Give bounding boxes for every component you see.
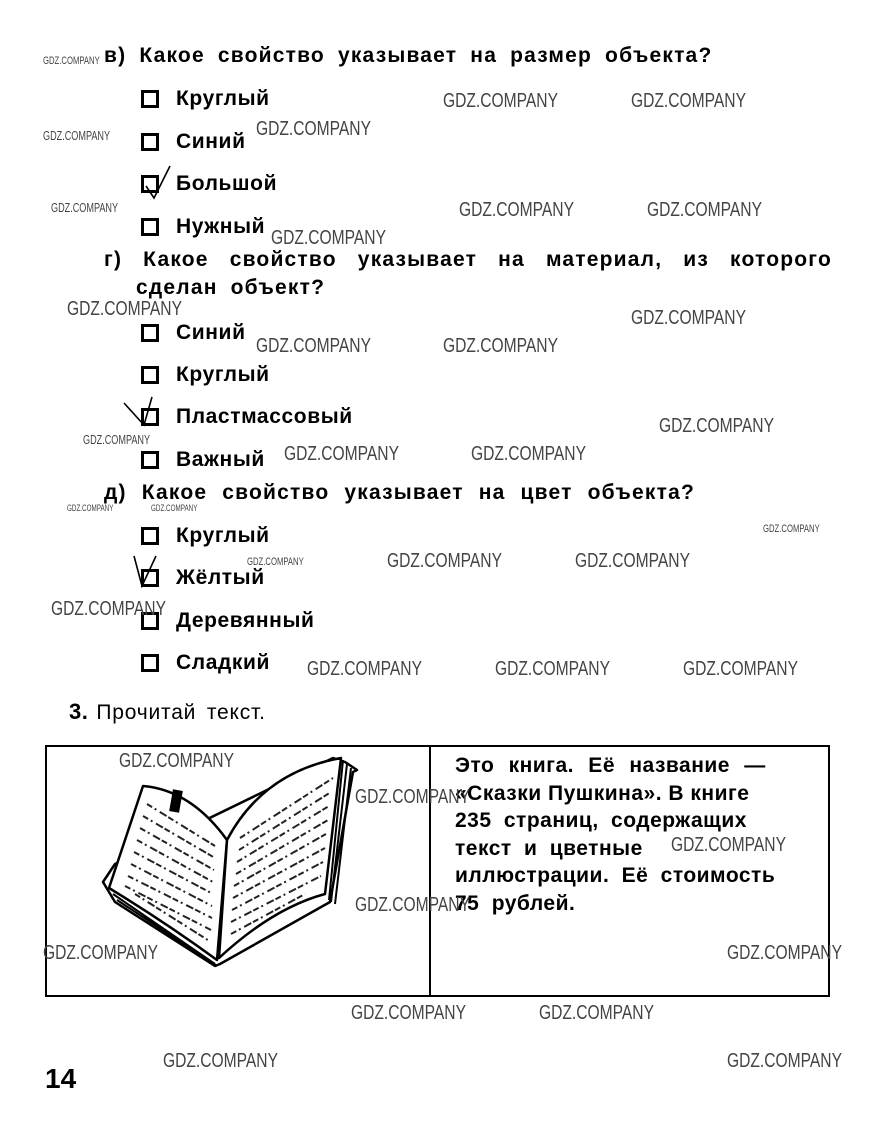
- watermark: GDZ.COMPANY: [355, 894, 470, 916]
- option-g-3[interactable]: [141, 405, 353, 429]
- watermark: GDZ.COMPANY: [727, 942, 842, 964]
- watermark: GDZ.COMPANY: [43, 942, 158, 964]
- watermark: GDZ.COMPANY: [247, 556, 304, 568]
- watermark: GDZ.COMPANY: [67, 503, 114, 513]
- watermark: GDZ.COMPANY: [67, 298, 182, 320]
- watermark: GDZ.COMPANY: [83, 432, 151, 447]
- checkbox-g-3[interactable]: [141, 408, 159, 426]
- task-3-heading: [69, 699, 266, 725]
- watermark: GDZ.COMPANY: [647, 199, 762, 221]
- option-label: Большой: [176, 172, 278, 195]
- watermark: GDZ.COMPANY: [256, 335, 371, 357]
- watermark: GDZ.COMPANY: [443, 335, 558, 357]
- checkbox-d-1[interactable]: [141, 527, 159, 545]
- question-g: [104, 248, 832, 300]
- book-text-line: 235 страниц, содержащих: [455, 809, 747, 832]
- watermark: GDZ.COMPANY: [51, 598, 166, 620]
- option-d-4[interactable]: [141, 651, 270, 675]
- checkbox-v-4[interactable]: [141, 218, 159, 236]
- watermark: GDZ.COMPANY: [256, 118, 371, 140]
- checkbox-g-2[interactable]: [141, 366, 159, 384]
- option-v-1[interactable]: [141, 87, 270, 111]
- watermark: GDZ.COMPANY: [763, 523, 820, 535]
- watermark: GDZ.COMPANY: [151, 503, 198, 513]
- watermark: GDZ.COMPANY: [539, 1002, 654, 1024]
- option-label: Нужный: [176, 215, 266, 238]
- watermark: GDZ.COMPANY: [43, 128, 111, 143]
- checkbox-v-2[interactable]: [141, 133, 159, 151]
- book-text-line: «Сказки Пушкина». В книге: [455, 781, 750, 805]
- checkbox-d-2[interactable]: [141, 569, 159, 587]
- page-number: 14: [45, 1063, 77, 1094]
- option-label: Жёлтый: [176, 566, 265, 589]
- option-label: Пластмассовый: [176, 405, 353, 428]
- watermark: GDZ.COMPANY: [683, 658, 798, 680]
- watermark: GDZ.COMPANY: [671, 834, 786, 856]
- watermark: GDZ.COMPANY: [575, 550, 690, 572]
- checkbox-v-1[interactable]: [141, 90, 159, 108]
- option-g-2[interactable]: [141, 363, 270, 387]
- question-g-line2: сделан объект?: [136, 276, 326, 299]
- question-v: [104, 44, 712, 68]
- watermark: GDZ.COMPANY: [659, 415, 774, 437]
- checkbox-v-3[interactable]: [141, 175, 159, 193]
- book-text-line: Это книга. Её название —: [455, 754, 766, 777]
- option-v-4[interactable]: [141, 215, 265, 239]
- checkbox-g-4[interactable]: [141, 451, 159, 469]
- option-label: Деревянный: [176, 609, 315, 632]
- frame-divider: [429, 745, 431, 997]
- question-v-label: в) Какое свойство указывает на размер объекта?: [104, 44, 713, 67]
- option-label: Круглый: [176, 524, 270, 547]
- checkmark-icon: [132, 552, 176, 596]
- watermark: GDZ.COMPANY: [351, 1002, 466, 1024]
- task-number: 3.: [69, 699, 89, 724]
- book-text-line: текст и цветные: [455, 836, 643, 860]
- question-g-line1: г) Какое свойство указывает на материал, из которого: [104, 248, 832, 271]
- watermark: GDZ.COMPANY: [271, 227, 386, 249]
- option-g-4[interactable]: [141, 448, 265, 472]
- watermark: GDZ.COMPANY: [443, 90, 558, 112]
- task-text: Прочитай текст.: [96, 701, 266, 724]
- watermark: GDZ.COMPANY: [163, 1050, 278, 1072]
- question-d: [104, 481, 695, 505]
- book-text-line: иллюстрации. Её стоимость: [455, 864, 776, 887]
- option-label: Круглый: [176, 363, 270, 386]
- option-label: Сладкий: [176, 651, 271, 674]
- option-v-3[interactable]: [141, 172, 277, 196]
- watermark: GDZ.COMPANY: [43, 55, 100, 67]
- watermark: GDZ.COMPANY: [631, 307, 746, 329]
- watermark: GDZ.COMPANY: [307, 658, 422, 680]
- watermark: GDZ.COMPANY: [119, 750, 234, 772]
- watermark: GDZ.COMPANY: [495, 658, 610, 680]
- watermark: GDZ.COMPANY: [727, 1050, 842, 1072]
- option-v-2[interactable]: [141, 130, 246, 154]
- option-d-3[interactable]: [141, 609, 315, 633]
- watermark: GDZ.COMPANY: [284, 443, 399, 465]
- watermark: GDZ.COMPANY: [51, 200, 119, 215]
- option-label: Важный: [176, 448, 265, 471]
- option-d-1[interactable]: [141, 524, 270, 548]
- book-text-line: 75 рублей.: [455, 891, 576, 915]
- option-g-1[interactable]: [141, 321, 246, 345]
- checkbox-d-4[interactable]: [141, 654, 159, 672]
- watermark: GDZ.COMPANY: [355, 786, 470, 808]
- watermark: GDZ.COMPANY: [471, 443, 586, 465]
- question-d-label: д) Какое свойство указывает на цвет объекта?: [104, 481, 695, 504]
- option-d-2[interactable]: [141, 566, 265, 590]
- watermark: GDZ.COMPANY: [459, 199, 574, 221]
- checkmark-icon: [134, 164, 178, 204]
- watermark: GDZ.COMPANY: [387, 550, 502, 572]
- option-label: Синий: [176, 321, 246, 344]
- watermark: GDZ.COMPANY: [631, 90, 746, 112]
- checkbox-g-1[interactable]: [141, 324, 159, 342]
- option-label: Синий: [176, 130, 246, 153]
- option-label: Круглый: [176, 87, 270, 110]
